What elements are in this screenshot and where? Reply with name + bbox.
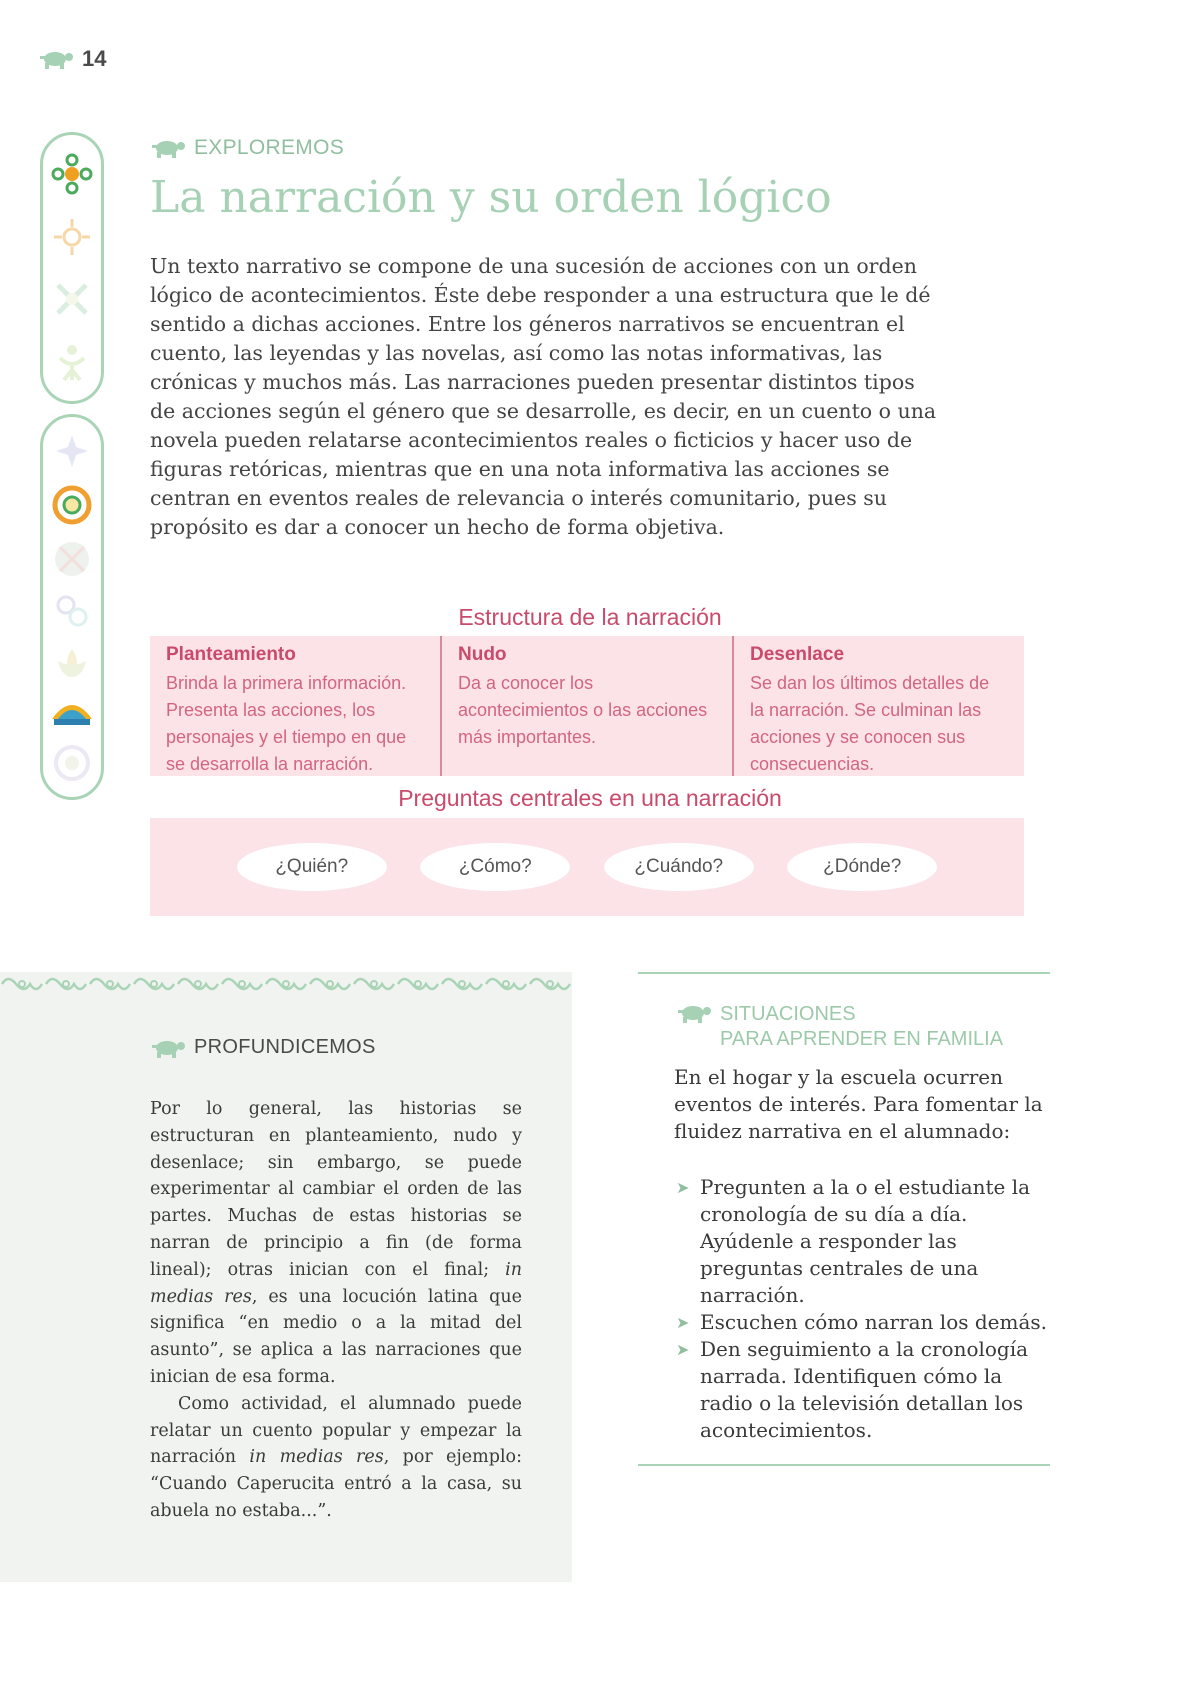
structure-text: Se dan los últimos detalles de la narración. Se culminan las acciones y se conocen sus consecuencias. <box>750 673 990 774</box>
structure-heading: Planteamiento <box>166 644 296 665</box>
deepen-body <box>150 1096 522 1525</box>
family-intro: En el hogar y la escuela ocurren eventos de interés. Para fomentar la fluidez narrativa en el alumnado: <box>674 1065 1043 1143</box>
question-who: ¿Quién? <box>237 843 387 891</box>
text-run: Por lo general, las historias se estructuran en planteamiento, nudo y desenlace; sin embargo, se puede experimentar al cambiar el orden de las partes. Muchas de estas historias se narran de principio a fin (de forma lineal); otras inician con el final; <box>150 1099 522 1280</box>
flower-symbol-icon <box>50 152 94 196</box>
structure-column-desenlace <box>732 636 1024 776</box>
structure-heading: Desenlace <box>750 644 845 665</box>
arrow-bullet-icon: ➤ <box>676 1313 690 1332</box>
deepen-paragraph-1 <box>150 1096 522 1391</box>
question-when: ¿Cuándo? <box>604 843 754 891</box>
structure-column-nudo <box>440 636 732 776</box>
structure-column-planteamiento <box>150 636 440 776</box>
turtle-icon <box>676 1002 712 1024</box>
text-run: , por ejemplo: “Cuando Caperucita entró a la casa, su abuela no estaba...”. <box>150 1447 522 1521</box>
section-label-line: SITUACIONES <box>720 1003 856 1025</box>
structure-text: Da a conocer los acontecimientos o las acciones más importantes. <box>458 673 708 747</box>
sun-symbol-icon <box>50 215 94 259</box>
star-symbol-icon <box>52 431 92 471</box>
knot-symbol-icon <box>52 591 92 631</box>
page-header <box>38 46 106 72</box>
page-number: 14 <box>82 46 107 71</box>
section-label-line: PARA APRENDER EN FAMILIA <box>720 1028 1004 1050</box>
structure-heading: Nudo <box>458 644 507 665</box>
list-item <box>674 1336 1054 1444</box>
divider <box>638 972 1050 974</box>
list-item <box>674 1174 1054 1309</box>
fan-symbol-icon <box>50 695 94 731</box>
family-list <box>674 1174 1054 1444</box>
arrow-bullet-icon: ➤ <box>676 1178 690 1197</box>
eye-symbol-icon <box>50 483 94 527</box>
section-label: PROFUNDICEMOS <box>194 1036 376 1058</box>
text-run: Como actividad, el alumnado puede relatar un cuento popular y empezar la narración <box>150 1393 522 1468</box>
lotus-symbol-icon <box>52 643 92 683</box>
section-label: EXPLOREMOS <box>194 136 345 159</box>
list-item <box>674 1309 1054 1336</box>
side-ribbon-bottom <box>40 414 104 800</box>
compass-symbol-icon <box>52 539 92 579</box>
section-header-deepen <box>150 1036 376 1059</box>
figure-symbol-icon <box>50 340 94 384</box>
structure-title: Estructura de la narración <box>458 604 722 630</box>
text-run: , es una locución latina que significa “en medio o a la mitad del asunto”, se aplica a las narraciones que inician de esa forma. <box>150 1286 522 1387</box>
side-ribbon-top <box>40 132 104 404</box>
turtle-icon <box>150 137 186 159</box>
divider <box>638 1464 1050 1466</box>
question-how: ¿Cómo? <box>420 843 570 891</box>
questions-title: Preguntas centrales en una narración <box>398 785 782 811</box>
italic-term: in medias res <box>150 1259 522 1307</box>
turtle-icon <box>150 1037 186 1059</box>
question-where: ¿Dónde? <box>787 843 937 891</box>
turtle-icon <box>38 48 74 70</box>
section-label <box>720 1002 1003 1052</box>
arrow-bullet-icon: ➤ <box>676 1340 690 1359</box>
deepen-paragraph-2 <box>150 1391 522 1525</box>
questions-box <box>150 818 1024 916</box>
section-header-explore <box>150 136 344 160</box>
structure-table <box>150 636 1024 776</box>
page-title: La narración y su orden lógico <box>150 172 832 223</box>
decorative-border <box>0 972 572 996</box>
cross-symbol-icon <box>50 277 94 321</box>
circle-symbol-icon <box>52 743 92 783</box>
intro-paragraph: Un texto narrativo se compone de una sucesión de acciones con un orden lógico de acontecimientos. Éste debe responder a una estructura que le dé sentido a dichas acciones. Entre los géneros narrativos se encuentran el cuento, las leyendas y las novelas, así como las notas informativas, las crónicas y muchos más. Las narraciones pueden presentar distintos tipos de acciones según el género que se desarrolle, es decir, en un cuento o una novela pueden relatarse acontecimientos reales o ficticios y hacer uso de figuras retóricas, mientras que en una nota informativa las acciones se centran en eventos reales de relevancia o interés comunitario, pues su propósito es dar a conocer un hecho de forma objetiva. <box>150 254 937 539</box>
structure-text: Brinda la primera información. Presenta las acciones, los personajes y el tiempo en que se desarrolla la narración. <box>166 673 407 774</box>
list-item-text: Den seguimiento a la cronología narrada. Identifiquen cómo la radio o la televisión detallan los acontecimientos. <box>700 1337 1029 1442</box>
list-item-text: Escuchen cómo narran los demás. <box>700 1310 1048 1334</box>
list-item-text: Pregunten a la o el estudiante la cronología de su día a día. Ayúdenle a responder las preguntas centrales de una narración. <box>700 1175 1031 1307</box>
section-header-family <box>676 1002 1003 1052</box>
italic-term: in medias res <box>249 1447 384 1468</box>
